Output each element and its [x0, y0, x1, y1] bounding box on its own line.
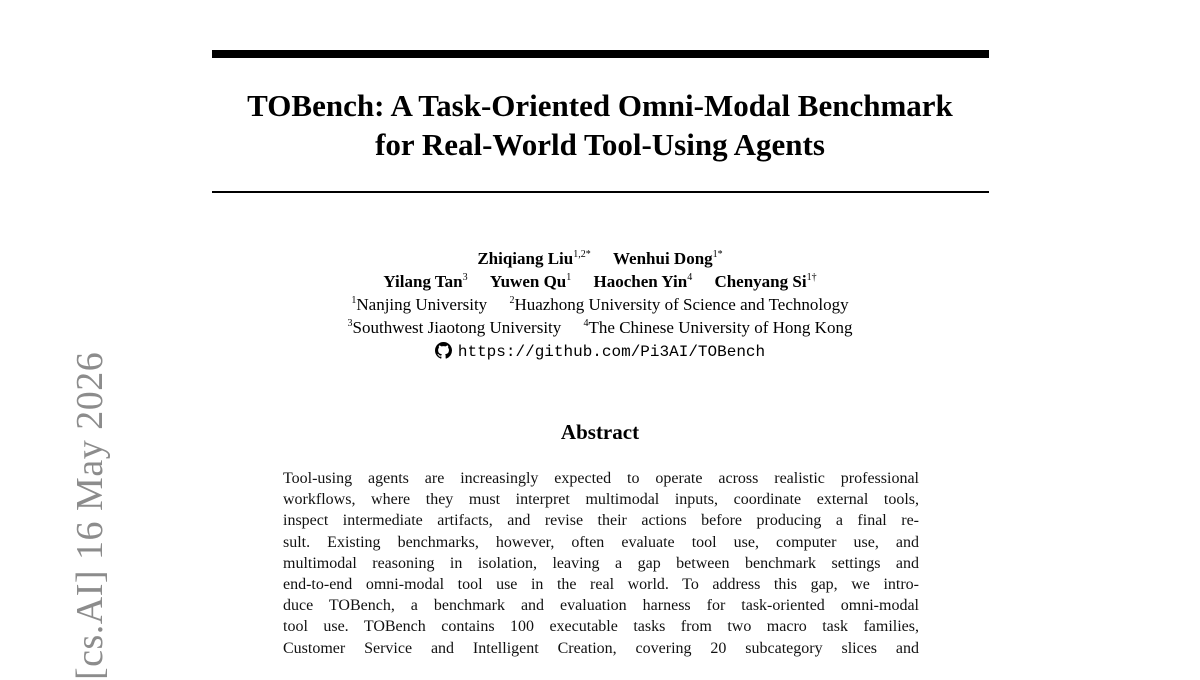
- abstract-line: inspect intermediate artifacts, and revise their actions before producing a final re-: [283, 512, 919, 530]
- abstract-line: workflows, where they must interpret multimodal inputs, coordinate external tools,: [283, 491, 919, 509]
- paper-title: [200, 86, 1000, 164]
- title-line-2: for Real-World Tool-Using Agents: [375, 127, 825, 162]
- abstract-line: sult. Existing benchmarks, however, often evaluate tool use, computer use, and: [283, 533, 919, 551]
- author-block: [200, 247, 1000, 364]
- author-name: Yilang Tan$^3$: [383, 272, 468, 291]
- abstract-body: [283, 468, 919, 659]
- repo-line[interactable]: [200, 339, 1000, 364]
- title-top-rule: [212, 50, 989, 58]
- author-name: Haochen Yin$^4$: [593, 272, 693, 291]
- author-line-1: [200, 247, 1000, 270]
- github-icon: [435, 342, 452, 359]
- abstract-line: Tool-using agents are increasingly expected to operate across realistic professional: [283, 470, 919, 487]
- author-name: Chenyang $Si^{1\dagger}$: [714, 272, 817, 291]
- abstract-line: tool use. TOBench contains 100 executable tasks from two macro task families,: [283, 618, 919, 636]
- title-line-1: TOBench: A Task-Oriented Omni-Modal Benchmark: [247, 88, 953, 123]
- abstract-line: duce TOBench, a benchmark and evaluation harness for task-oriented omni-modal: [283, 597, 919, 615]
- abstract-line: end-to-end omni-modal tool use in the real world. To address this gap, we intro-: [283, 576, 919, 594]
- author-line-2: [200, 270, 1000, 293]
- abstract-heading: Abstract: [560, 420, 640, 444]
- arxiv-stamp-text: [cs.AI] 16 May 2026: [69, 351, 111, 680]
- affiliation: $^3$Southwest Jiaotong University: [347, 318, 562, 337]
- author-name: Wenhui Dong$^{1*}$: [612, 249, 723, 268]
- affiliation: $^1$Nanjing University: [351, 295, 488, 314]
- abstract-line: multimodal reasoning in isolation, leaving a gap between benchmark settings and: [283, 554, 919, 572]
- affiliation: $^4$The Chinese University of Hong Kong: [583, 318, 853, 337]
- affiliation: $^2$Huazhong University of Science and Technology: [509, 295, 849, 314]
- affiliation-line-1: [200, 293, 1000, 316]
- abstract-line: Customer Service and Intelligent Creation, covering 20 subcategory slices and: [283, 639, 919, 657]
- affiliation-line-2: [200, 316, 1000, 339]
- author-name: Yuwen Qu$^1$: [489, 272, 572, 291]
- arxiv-stamp: [18, 0, 111, 680]
- title-bottom-rule: [212, 191, 989, 193]
- author-name: Zhiqiang Liu$^{1,2*}$: [477, 249, 591, 268]
- repo-link[interactable]: https://github.com/Pi3AI/TOBench: [457, 343, 766, 361]
